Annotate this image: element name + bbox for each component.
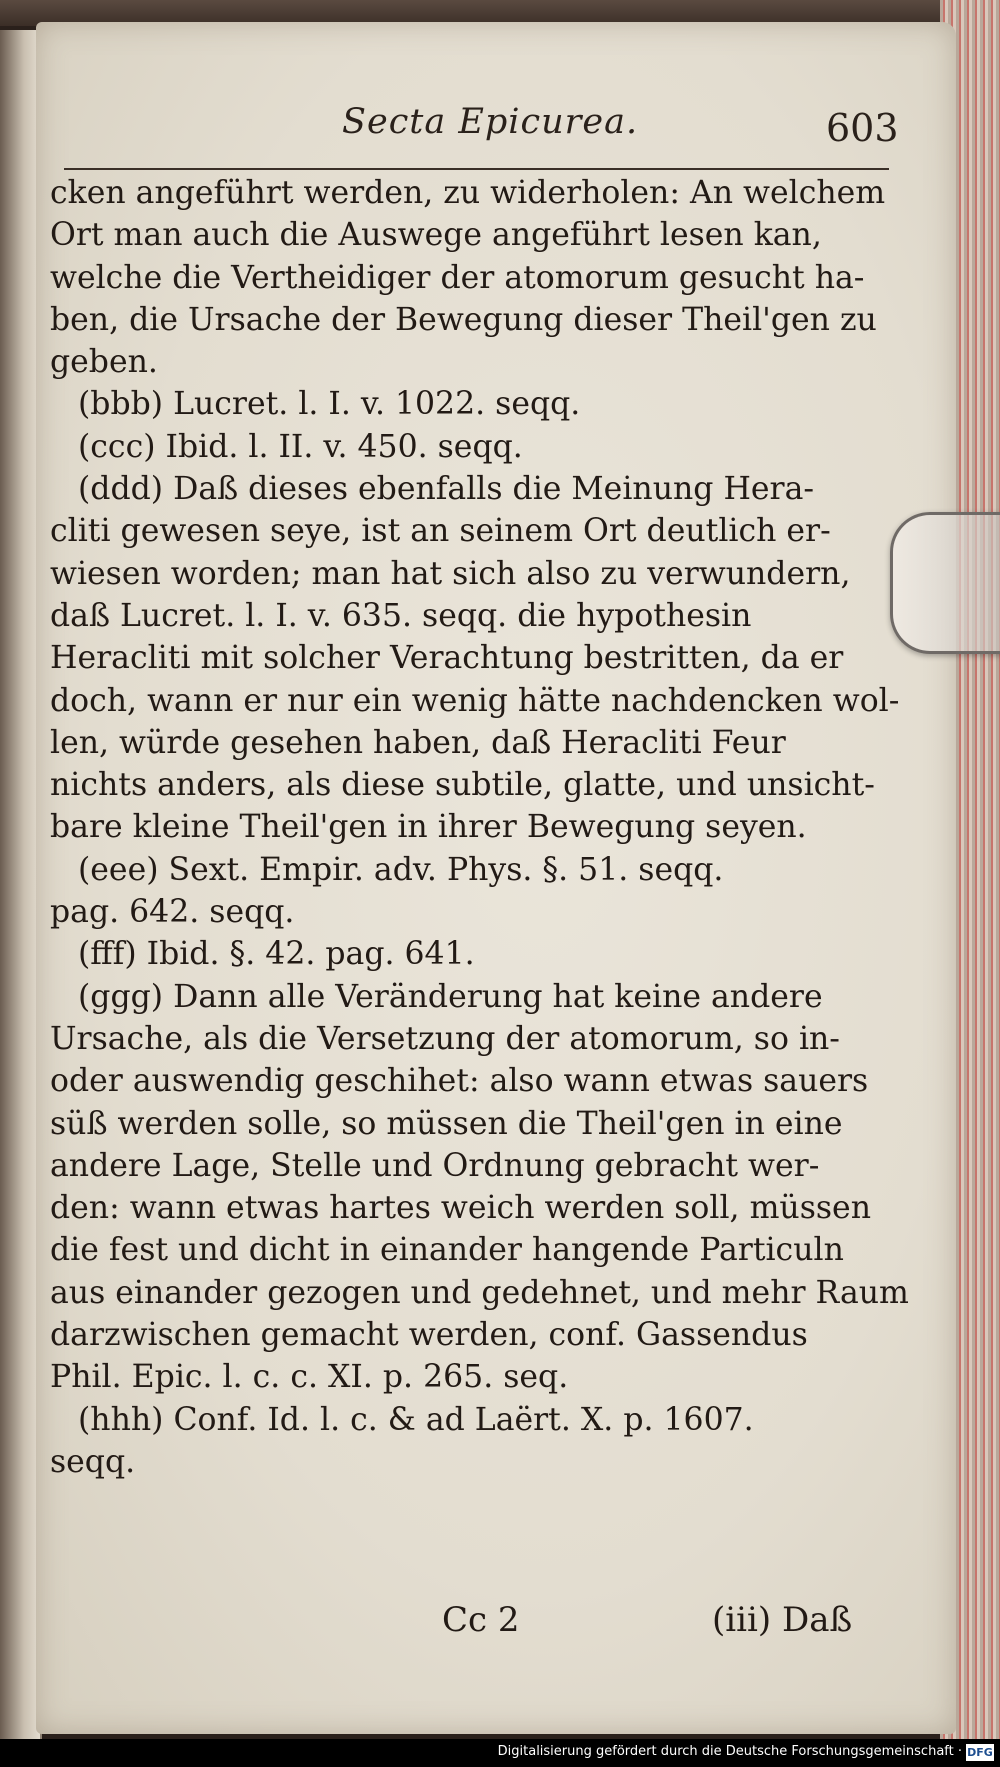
text-line: doch, wann er nur ein wenig hätte nachdencken wol- [50,682,900,719]
text-line: seqq. [50,1443,136,1480]
text-line: nichts anders, als diese subtile, glatte, und unsicht- [50,767,875,804]
text-line: (ggg) Dann alle Veränderung hat keine andere [78,978,823,1015]
text-line: (ccc) Ibid. l. II. v. 450. seqq. [78,428,523,465]
text-line: len, würde gesehen haben, daß Heracliti Feur [50,724,786,761]
text-line: (eee) Sext. Empir. adv. Phys. §. 51. seqq. [78,851,724,888]
page-footer [72,1592,932,1652]
text-line: (bbb) Lucret. l. I. v. 1022. seqq. [78,386,581,423]
text-line: die fest und dicht in einander hangende Particuln [50,1232,844,1269]
text-line: bare kleine Theil'gen in ihrer Bewegung seyen. [50,809,807,846]
text-line: (ddd) Daß dieses ebenfalls die Meinung Hera- [78,471,815,508]
page-number: 603 [826,106,899,150]
text-line: (hhh) Conf. Id. l. c. & ad Laërt. X. p. 1607. [78,1401,754,1438]
text-line: pag. 642. seqq. [50,894,295,931]
page-body [50,172,910,1483]
text-line: (fff) Ibid. §. 42. pag. 641. [78,936,475,973]
text-line: Phil. Epic. l. c. c. XI. p. 265. seq. [50,1359,569,1396]
page [36,22,956,1734]
text-line: ben, die Ursache der Bewegung dieser Theil'gen zu [50,301,877,338]
credit-bar [0,1739,1000,1767]
credit-text: Digitalisierung gefördert durch die Deutsche Forschungsgemeinschaft · [497,1744,962,1759]
page-header [56,84,916,154]
dfg-logo: DFG [967,1746,993,1759]
text-line: süß werden solle, so müssen die Theil'gen in eine [50,1105,843,1142]
text-line: andere Lage, Stelle und Ordnung gebracht wer- [50,1147,820,1184]
text-line: Ort man auch die Auswege angeführt lesen kan, [50,217,822,254]
text-line: darzwischen gemacht werden, conf. Gassendus [50,1317,808,1354]
text-line: cliti gewesen seye, ist an seinem Ort deutlich er- [50,513,831,550]
text-line: oder auswendig geschihet: also wann etwas sauers [50,1063,869,1100]
signature-mark: Cc 2 [442,1600,520,1640]
text-line: aus einander gezogen und gedehnet, und mehr Raum [50,1274,909,1311]
text-line: daß Lucret. l. I. v. 635. seqq. die hypothesin [50,597,752,634]
header-rule [64,168,889,170]
text-line: geben. [50,344,158,381]
text-line: Heracliti mit solcher Verachtung bestritten, da er [50,640,844,677]
text-line: Ursache, als die Versetzung der atomorum, so in- [50,1020,840,1057]
text-line: cken angeführt werden, zu widerholen: An welchem [50,175,886,211]
running-title: Secta Epicurea. [342,102,639,142]
catchword: (iii) Daß [712,1600,853,1640]
text-line: wiesen worden; man hat sich also zu verwundern, [50,555,851,592]
text-line: welche die Vertheidiger der atomorum gesucht ha- [50,259,865,296]
text-line: den: wann etwas hartes weich werden soll, müssen [50,1190,871,1227]
page-clip [890,512,1000,654]
